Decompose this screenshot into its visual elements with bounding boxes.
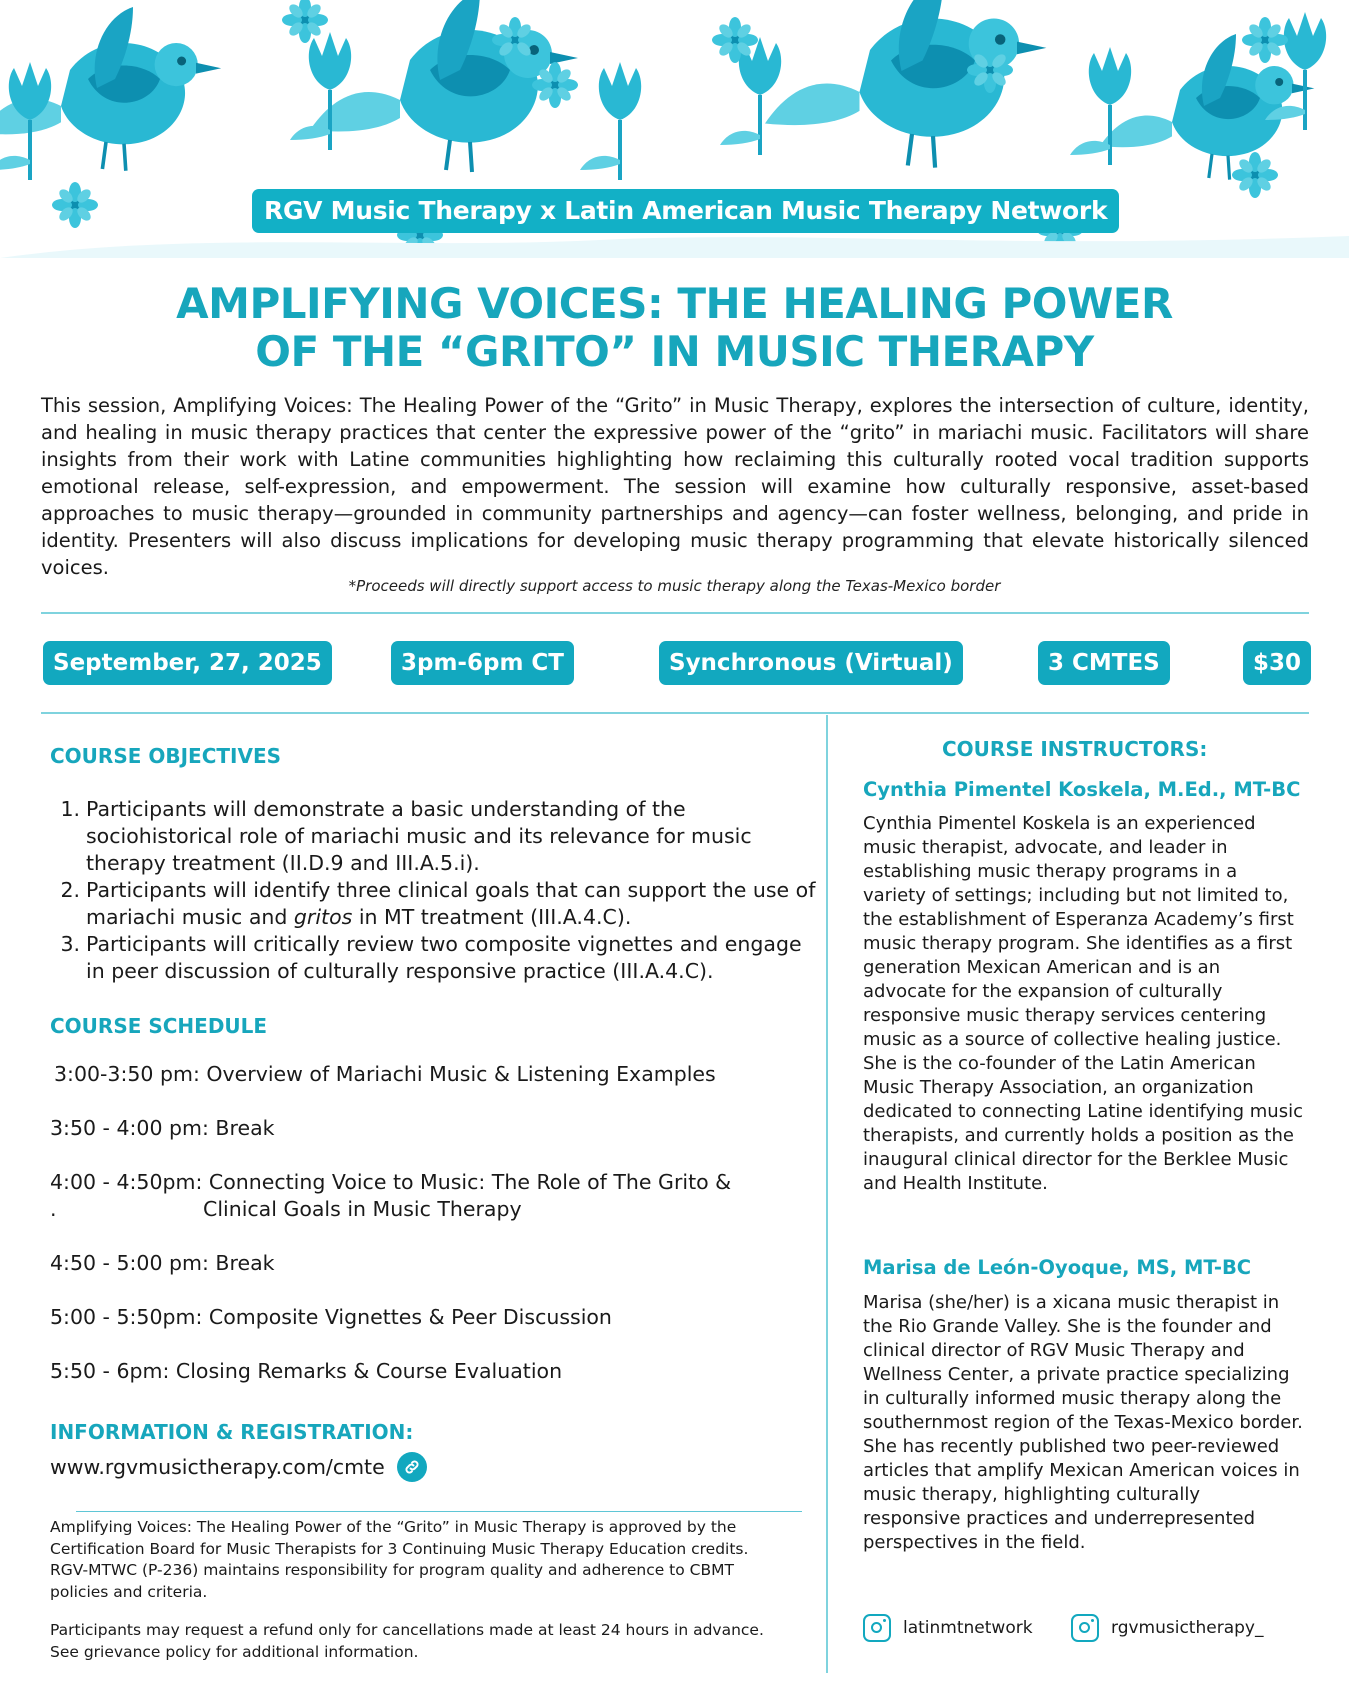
- proceeds-note: *Proceeds will directly support access to music therapy along the Texas-Mexico border: [348, 577, 1001, 595]
- instructor-name: Cynthia Pimentel Koskela, M.Ed., MT-BC: [863, 778, 1301, 801]
- schedule-item: 3:00-3:50 pm: Overview of Mariachi Music & Listening Examples: [54, 1062, 716, 1086]
- registration-link-row[interactable]: [50, 1452, 427, 1482]
- schedule-item: 5:00 - 5:50pm: Composite Vignettes & Peer Discussion: [50, 1305, 612, 1329]
- social-link-latinmtnetwork[interactable]: [863, 1614, 1033, 1642]
- list-number: 2.: [60, 878, 80, 902]
- social-handle[interactable]: rgvmusictherapy_: [1111, 1618, 1264, 1638]
- registration-url[interactable]: www.rgvmusictherapy.com/cmte: [50, 1455, 385, 1479]
- format-badge: Synchronous (Virtual): [659, 641, 963, 685]
- approval-statement: Amplifying Voices: The Healing Power of the “Grito” in Music Therapy is approved by the Certification Board for Music Therapists for 3 Continuing Music Therapy Education credits. RGV-MTWC (P-236) maintains responsibility for program quality and adherence to CBMT policies and criteria.: [50, 1518, 749, 1601]
- schedule-item: 3:50 - 4:00 pm: Break: [50, 1116, 275, 1140]
- instagram-icon: [863, 1614, 891, 1642]
- list-number: 3.: [60, 932, 80, 956]
- refund-policy: Participants may request a refund only for cancellations made at least 24 hours in advance. See grievance policy for additional information.: [50, 1621, 764, 1661]
- link-icon[interactable]: [397, 1452, 427, 1482]
- title-line-2: OF THE “GRITO” IN MUSIC THERAPY: [255, 327, 1094, 376]
- divider: [41, 612, 1309, 614]
- objectives-heading: COURSE OBJECTIVES: [50, 744, 282, 768]
- instructor-bio: Marisa (she/her) is a xicana music therapist in the Rio Grande Valley. She is the founder and clinical director of RGV Music Therapy and Wellness Center, a private practice specializing in culturally informed music therapy along the southernmost region of the Texas-Mexico border. She has recently published two peer-reviewed articles that amplify Mexican American voices in music therapy, highlighting culturally responsive practices and underrepresented perspectives in the field.: [863, 1292, 1303, 1553]
- instructors-heading: COURSE INSTRUCTORS:: [942, 737, 1208, 761]
- instructor-bio: Cynthia Pimentel Koskela is an experienced music therapist, advocate, and leader in establishing music therapy programs in a variety of settings; including but not limited to, the establishment of Esperanza Academy’s first music therapy program. She identifies as a first generation Mexican American and is an advocate for the expansion of culturally responsive music therapy services centering music as a source of collective healing justice. She is the co-founder of the Latin American Music Therapy Association, an organization dedicated to connecting Latine identifying music therapists, and currently holds a position as the inaugural clinical director for the Berklee Music and Health Institute.: [863, 813, 1303, 1194]
- registration-heading: INFORMATION & REGISTRATION:: [50, 1420, 414, 1444]
- list-item: [52, 877, 822, 931]
- divider: [76, 1511, 802, 1512]
- social-handle[interactable]: latinmtnetwork: [903, 1618, 1033, 1638]
- session-description: This session, Amplifying Voices: The Healing Power of the “Grito” in Music Therapy, explores the intersection of culture, identity, and healing in music therapy practices that center the expressive power of the “grito” in mariachi music. Facilitators will share insights from their work with Latine communities highlighting how reclaiming this culturally rooted vocal tradition supports emotional release, self-expression, and empowerment. The session will examine how culturally responsive, asset-based approaches to music therapy—grounded in community partnerships and agency—can foster wellness, belonging, and pride in identity. Presenters will also discuss implications for developing music therapy programming that elevate historically silenced voices.: [41, 394, 1309, 579]
- date-badge: September, 27, 2025: [43, 641, 332, 685]
- objective-text: Participants will identify three clinical goals that can support the use of mariachi music and gritos in MT treatment (III.A.4.C).: [86, 878, 816, 929]
- schedule-heading: COURSE SCHEDULE: [50, 1014, 268, 1038]
- instructor-name: Marisa de León-Oyoque, MS, MT-BC: [863, 1256, 1252, 1279]
- objectives-list: [52, 796, 822, 985]
- partnership-banner-label: RGV Music Therapy x Latin American Music Therapy Network: [252, 189, 1119, 233]
- price-badge: $30: [1243, 641, 1311, 685]
- divider: [41, 712, 1309, 714]
- instagram-icon: [1071, 1614, 1099, 1642]
- schedule-item: 4:00 - 4:50pm: Connecting Voice to Music: The Role of The Grito & . Clinical Goals in Music Therapy: [50, 1170, 732, 1221]
- schedule-item: 4:50 - 5:00 pm: Break: [50, 1251, 275, 1275]
- time-badge: 3pm-6pm CT: [391, 641, 574, 685]
- title-line-1: AMPLIFYING VOICES: THE HEALING POWER: [176, 279, 1173, 328]
- objective-text: Participants will demonstrate a basic understanding of the sociohistorical role of mariachi music and its relevance for music therapy treatment (II.D.9 and III.A.5.i).: [86, 797, 752, 875]
- list-number: 1.: [60, 797, 80, 821]
- objective-text: Participants will critically review two composite vignettes and engage in peer discussion of culturally responsive practice (III.A.4.C).: [86, 932, 802, 983]
- column-divider: [826, 715, 828, 1673]
- list-item: [52, 931, 822, 985]
- list-item: [52, 796, 822, 877]
- schedule-item: 5:50 - 6pm: Closing Remarks & Course Evaluation: [50, 1359, 563, 1383]
- credits-badge: 3 CMTES: [1038, 641, 1170, 685]
- page-title: [0, 280, 1349, 376]
- header-banner: [0, 0, 1349, 258]
- social-link-rgvmusictherapy[interactable]: [1071, 1614, 1263, 1642]
